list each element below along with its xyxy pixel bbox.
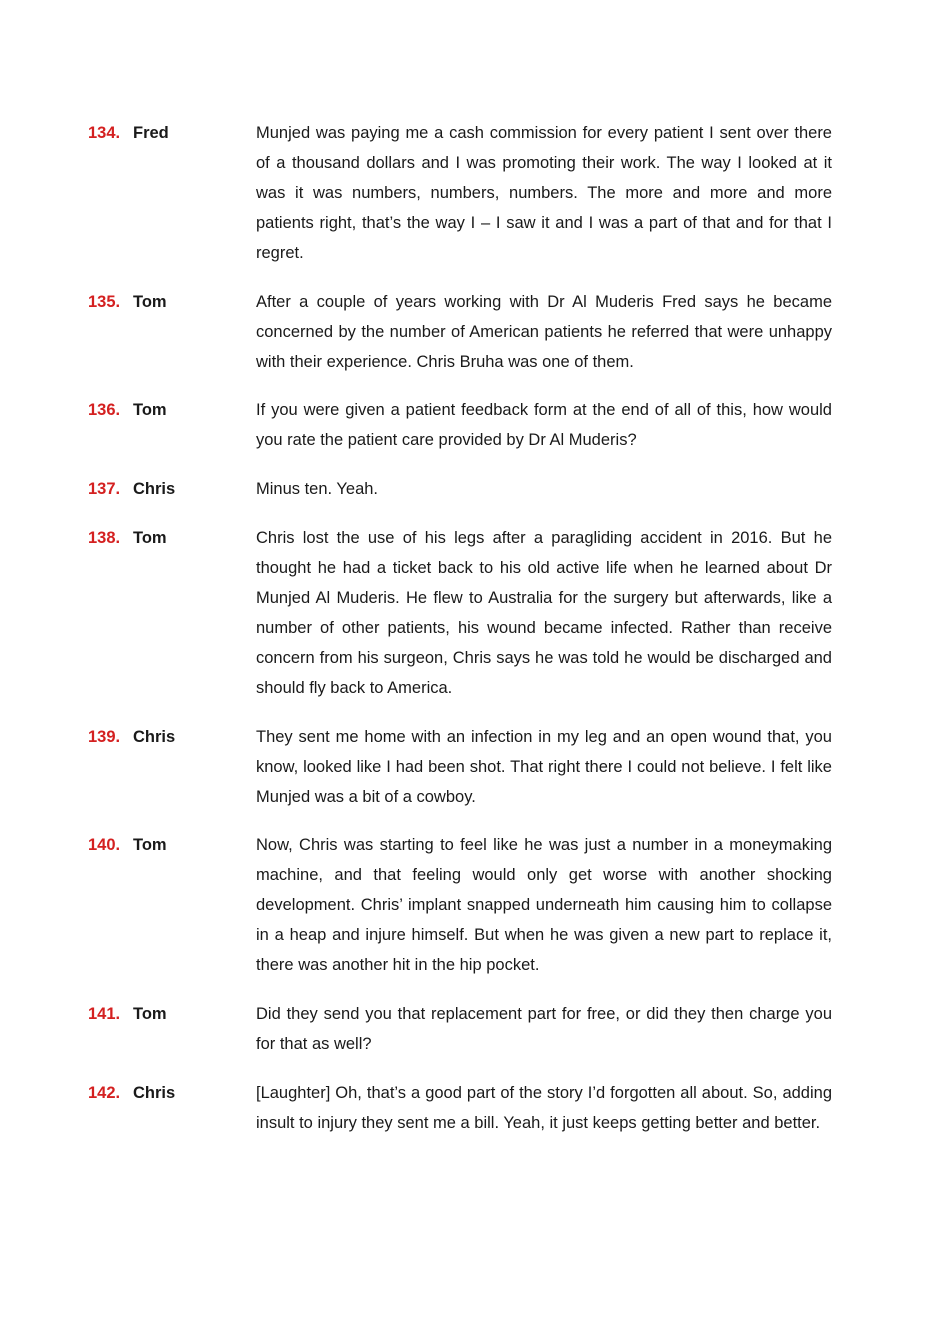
speech-text: After a couple of years working with Dr Al Muderis Fred says he became concerned by the number of American patients he referred that were unhappy with their experience. Chris Bruha was one of them. bbox=[256, 293, 832, 371]
paragraph-number: 138. bbox=[88, 529, 121, 547]
speaker-name: Chris bbox=[133, 728, 176, 746]
speech-text: They sent me home with an infection in my leg and an open wound that, you know, looked like I had been shot. That right there I could not believe. I felt like Munjed was a bit of a cowboy. bbox=[256, 728, 832, 806]
speech-text: [Laughter] Oh, that’s a good part of the story I’d forgotten all about. So, adding insult to injury they sent me a bill. Yeah, it just keeps getting better and better. bbox=[256, 1084, 832, 1132]
speaker-name: Tom bbox=[133, 1005, 167, 1023]
paragraph-number: 134. bbox=[88, 124, 121, 142]
speech-text: Minus ten. Yeah. bbox=[256, 480, 379, 498]
speech-text: Munjed was paying me a cash commission for every patient I sent over there of a thousand dollars and I was promoting their work. The way I looked at it was it was numbers, numbers, numbers. The more and more and more patients right, that’s the way I – I saw it and I was a part of that and for that I regret. bbox=[256, 124, 832, 262]
paragraph-number: 135. bbox=[88, 293, 121, 311]
paragraph-number: 142. bbox=[88, 1084, 121, 1102]
speaker-name: Tom bbox=[133, 529, 167, 547]
speech-text: Chris lost the use of his legs after a paragliding accident in 2016. But he thought he had a ticket back to his old active life when he learned about Dr Munjed Al Muderis. He flew to Australia for the surgery but afterwards, like a number of other patients, his wound became infected. Rather than receive concern from his surgeon, Chris says he was told he would be discharged and should fly back to America. bbox=[256, 529, 832, 697]
speaker-name: Tom bbox=[133, 836, 167, 854]
speaker-name: Fred bbox=[133, 124, 169, 142]
paragraph-number: 137. bbox=[88, 480, 121, 498]
speech-text: Did they send you that replacement part for free, or did they then charge you for that as well? bbox=[256, 1005, 832, 1053]
speaker-name: Chris bbox=[133, 1084, 176, 1102]
paragraph-number: 141. bbox=[88, 1005, 121, 1023]
speaker-name: Tom bbox=[133, 293, 167, 311]
paragraph-number: 140. bbox=[88, 836, 121, 854]
paragraph-number: 139. bbox=[88, 728, 121, 746]
paragraph-number: 136. bbox=[88, 401, 121, 419]
speaker-name: Tom bbox=[133, 401, 167, 419]
speech-text: If you were given a patient feedback form at the end of all of this, how would you rate the patient care provided by Dr Al Muderis? bbox=[256, 401, 832, 449]
speech-text: Now, Chris was starting to feel like he was just a number in a moneymaking machine, and that feeling would only get worse with another shocking development. Chris’ implant snapped underneath him causing him to collapse in a heap and injure himself. But when he was given a new part to replace it, there was another hit in the hip pocket. bbox=[256, 836, 832, 974]
speaker-name: Chris bbox=[133, 480, 176, 498]
